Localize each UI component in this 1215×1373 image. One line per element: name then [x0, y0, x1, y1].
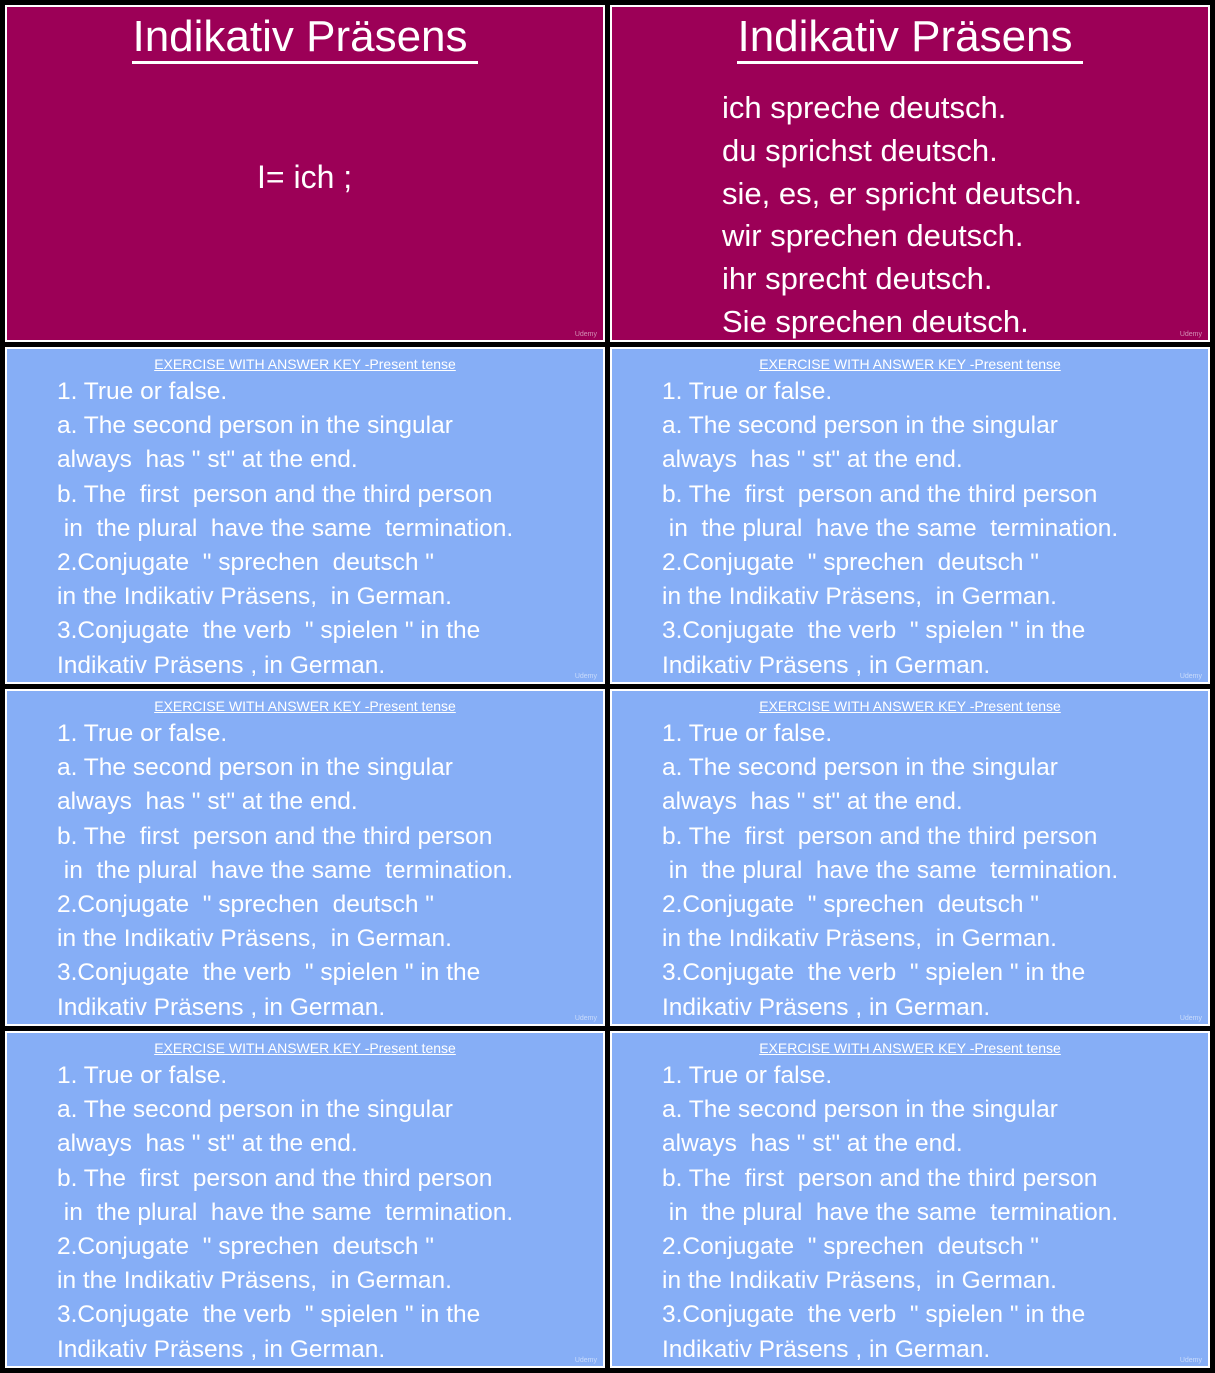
exercise-line: 1. True or false.: [662, 378, 833, 405]
exercise-line: 2.Conjugate " sprechen deutsch ": [662, 891, 1039, 919]
conjugation-list: [722, 87, 1082, 342]
title-slide-conjugation: [610, 5, 1210, 342]
exercise-line: always has " st" at the end.: [57, 446, 358, 474]
exercise-line: Indikativ Präsens , in German.: [57, 1335, 386, 1363]
watermark: Udemy: [574, 331, 597, 338]
watermark: Udemy: [1179, 1015, 1202, 1022]
watermark: Udemy: [574, 673, 597, 680]
exercise-line: 3.Conjugate the verb " spielen " in the: [662, 617, 1086, 645]
exercise-line: 2.Conjugate " sprechen deutsch ": [662, 549, 1039, 577]
exercise-line: 2.Conjugate " sprechen deutsch ": [57, 1233, 434, 1261]
exercise-line: 1. True or false.: [662, 720, 833, 747]
exercise-line: always has " st" at the end.: [662, 446, 963, 474]
exercise-line: 3.Conjugate the verb " spielen " in the: [662, 1301, 1086, 1329]
conjugation-line: ihr sprecht deutsch.: [722, 261, 993, 297]
exercise-line: b. The first person and the third person: [662, 1164, 1098, 1192]
exercise-line: in the plural have the same termination.: [662, 856, 1119, 884]
exercise-header: EXERCISE WITH ANSWER KEY -Present tense: [154, 356, 456, 372]
conjugation-line: sie, es, er spricht deutsch.: [722, 175, 1083, 211]
exercise-line: in the Indikativ Präsens, in German.: [57, 925, 452, 953]
exercise-line: 1. True or false.: [57, 1062, 228, 1089]
exercise-line: a. The second person in the singular: [57, 412, 453, 440]
exercise-line: Indikativ Präsens , in German.: [57, 993, 386, 1021]
exercise-slide: [610, 689, 1210, 1026]
exercise-line: in the plural have the same termination.: [662, 1198, 1119, 1226]
exercise-slide: [610, 347, 1210, 684]
exercise-line: 1. True or false.: [57, 720, 228, 747]
exercise-line: b. The first person and the third person: [57, 822, 493, 850]
exercise-lines: [662, 1059, 1118, 1367]
exercise-line: b. The first person and the third person: [57, 1164, 493, 1192]
conjugation-line: ich spreche deutsch.: [722, 90, 1007, 125]
exercise-slide: [5, 1031, 605, 1368]
watermark: Udemy: [1179, 331, 1202, 338]
exercise-line: in the Indikativ Präsens, in German.: [662, 925, 1057, 953]
exercise-line: 2.Conjugate " sprechen deutsch ": [662, 1233, 1039, 1261]
slide-title: Indikativ Präsens: [7, 11, 603, 64]
exercise-line: in the Indikativ Präsens, in German.: [57, 1267, 452, 1295]
exercise-line: always has " st" at the end.: [57, 788, 358, 816]
exercise-lines: [57, 717, 513, 1025]
slide-title: Indikativ Präsens: [612, 11, 1208, 64]
pronoun-text: I= ich ;: [257, 159, 353, 195]
exercise-line: 2.Conjugate " sprechen deutsch ": [57, 549, 434, 577]
watermark: Udemy: [1179, 673, 1202, 680]
exercise-line: in the Indikativ Präsens, in German.: [662, 583, 1057, 611]
exercise-header: EXERCISE WITH ANSWER KEY -Present tense: [759, 356, 1061, 372]
exercise-slide: [610, 1031, 1210, 1368]
exercise-line: Indikativ Präsens , in German.: [57, 651, 386, 679]
exercise-line: 1. True or false.: [57, 378, 228, 405]
exercise-line: b. The first person and the third person: [662, 480, 1098, 508]
title-slide-pronoun: [5, 5, 605, 342]
watermark: Udemy: [574, 1357, 597, 1364]
exercise-line: Indikativ Präsens , in German.: [662, 651, 991, 679]
exercise-line: in the plural have the same termination.: [57, 856, 514, 884]
exercise-line: b. The first person and the third person: [662, 822, 1098, 850]
exercise-line: in the plural have the same termination.: [57, 514, 514, 542]
exercise-lines: [57, 375, 513, 683]
exercise-line: Indikativ Präsens , in German.: [662, 1335, 991, 1363]
exercise-line: 3.Conjugate the verb " spielen " in the: [57, 959, 481, 987]
exercise-header: EXERCISE WITH ANSWER KEY -Present tense: [759, 1040, 1061, 1056]
exercise-line: always has " st" at the end.: [662, 1130, 963, 1158]
exercise-lines: [57, 1059, 513, 1367]
exercise-line: 3.Conjugate the verb " spielen " in the: [57, 617, 481, 645]
exercise-line: 3.Conjugate the verb " spielen " in the: [57, 1301, 481, 1329]
conjugation-line: du sprichst deutsch.: [722, 132, 998, 168]
exercise-line: Indikativ Präsens , in German.: [662, 993, 991, 1021]
exercise-line: a. The second person in the singular: [662, 412, 1058, 440]
exercise-header: EXERCISE WITH ANSWER KEY -Present tense: [759, 698, 1061, 714]
exercise-header: EXERCISE WITH ANSWER KEY -Present tense: [154, 698, 456, 714]
exercise-header: EXERCISE WITH ANSWER KEY -Present tense: [154, 1040, 456, 1056]
conjugation-line: Sie sprechen deutsch.: [722, 303, 1029, 339]
exercise-line: a. The second person in the singular: [57, 1096, 453, 1124]
exercise-line: in the plural have the same termination.: [57, 1198, 514, 1226]
exercise-line: always has " st" at the end.: [57, 1130, 358, 1158]
exercise-line: 1. True or false.: [662, 1062, 833, 1089]
watermark: Udemy: [1179, 1357, 1202, 1364]
exercise-slide: [5, 689, 605, 1026]
exercise-line: in the Indikativ Präsens, in German.: [57, 583, 452, 611]
exercise-line: 2.Conjugate " sprechen deutsch ": [57, 891, 434, 919]
exercise-lines: [662, 375, 1118, 683]
watermark: Udemy: [574, 1015, 597, 1022]
exercise-line: a. The second person in the singular: [662, 1096, 1058, 1124]
exercise-line: in the Indikativ Präsens, in German.: [662, 1267, 1057, 1295]
exercise-line: a. The second person in the singular: [662, 754, 1058, 782]
exercise-line: 3.Conjugate the verb " spielen " in the: [662, 959, 1086, 987]
exercise-line: always has " st" at the end.: [662, 788, 963, 816]
exercise-line: a. The second person in the singular: [57, 754, 453, 782]
conjugation-line: wir sprechen deutsch.: [722, 218, 1024, 254]
exercise-line: b. The first person and the third person: [57, 480, 493, 508]
exercise-lines: [662, 717, 1118, 1025]
exercise-slide: [5, 347, 605, 684]
exercise-line: in the plural have the same termination.: [662, 514, 1119, 542]
